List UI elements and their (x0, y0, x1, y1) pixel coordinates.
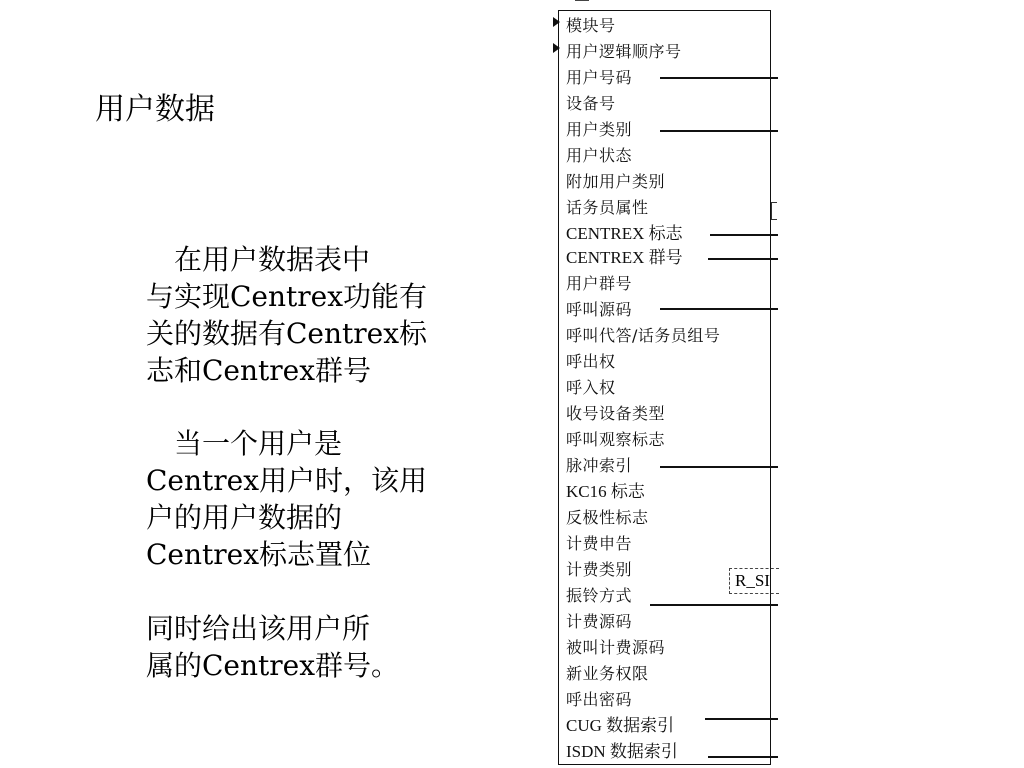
paragraph-line: 同时给出该用户所 (146, 612, 371, 645)
field-cug-data-index: CUG 数据索引 (566, 716, 675, 735)
field-ringing-mode: 振铃方式 (566, 586, 633, 605)
field-call-observe-flag: 呼叫观察标志 (566, 430, 666, 449)
field-additional-category: 附加用户类别 (566, 172, 666, 191)
field-charge-report: 计费申告 (566, 534, 633, 553)
pointer-arrow-icon (553, 43, 560, 53)
field-module-number: 模块号 (566, 16, 616, 35)
field-user-status: 用户状态 (566, 146, 633, 165)
leader-line (650, 604, 778, 606)
field-isdn-data-index: ISDN 数据索引 (566, 742, 678, 761)
field-new-service-rights: 新业务权限 (566, 664, 649, 683)
field-charge-category: 计费类别 (566, 560, 633, 579)
field-receiver-device-type: 收号设备类型 (566, 404, 666, 423)
leader-line (660, 77, 778, 79)
paragraph-line: 在用户数据表中 (146, 243, 371, 276)
paragraph-line: Centrex用户时，该用 (146, 464, 428, 497)
field-operator-attribute: 话务员属性 (566, 198, 649, 217)
paragraph-line: 与实现Centrex功能有 (146, 280, 428, 313)
page-title: 用户数据 (95, 92, 215, 127)
leader-line (660, 466, 778, 468)
paragraph-line: 属的Centrex群号。 (146, 649, 400, 682)
field-pulse-index: 脉冲索引 (566, 456, 633, 475)
side-bracket (771, 202, 777, 220)
field-called-charge-source: 被叫计费源码 (566, 638, 666, 657)
leader-line (708, 258, 778, 260)
field-outgoing-password: 呼出密码 (566, 690, 633, 709)
paragraph-line: 关的数据有Centrex标 (146, 317, 428, 350)
paragraph-line: 户的用户数据的 (146, 501, 343, 534)
field-centrex-group: CENTREX 群号 (566, 248, 683, 267)
field-charge-source-code: 计费源码 (566, 612, 633, 631)
field-reverse-polarity-flag: 反极性标志 (566, 508, 649, 527)
field-user-group: 用户群号 (566, 274, 633, 293)
field-centrex-flag: CENTREX 标志 (566, 224, 683, 243)
paragraph-centrex-data (146, 241, 466, 389)
leader-line (660, 130, 778, 132)
paragraph-centrex-flag (146, 425, 466, 573)
paragraph-line: Centrex标志置位 (146, 538, 372, 571)
leader-line (660, 308, 778, 310)
field-logical-sequence: 用户逻辑顺序号 (566, 42, 682, 61)
paragraph-line: 当一个用户是 (146, 427, 343, 460)
leader-line (708, 756, 778, 758)
field-incoming-right: 呼入权 (566, 378, 616, 397)
field-user-category: 用户类别 (566, 120, 633, 139)
field-outgoing-right: 呼出权 (566, 352, 616, 371)
leader-line (705, 718, 778, 720)
field-user-number: 用户号码 (566, 68, 633, 87)
field-device-number: 设备号 (566, 94, 616, 113)
leader-line (710, 234, 778, 236)
field-pickup-operator-group: 呼叫代答/话务员组号 (566, 326, 721, 345)
field-call-source-code: 呼叫源码 (566, 300, 633, 319)
r-si-label-box: R_SI (729, 568, 779, 594)
field-kc16-flag: KC16 标志 (566, 482, 645, 501)
paragraph-centrex-group (146, 610, 466, 684)
pointer-arrow-icon (553, 17, 560, 27)
paragraph-line: 志和Centrex群号 (146, 354, 372, 387)
panel-top-mark (575, 0, 589, 1)
